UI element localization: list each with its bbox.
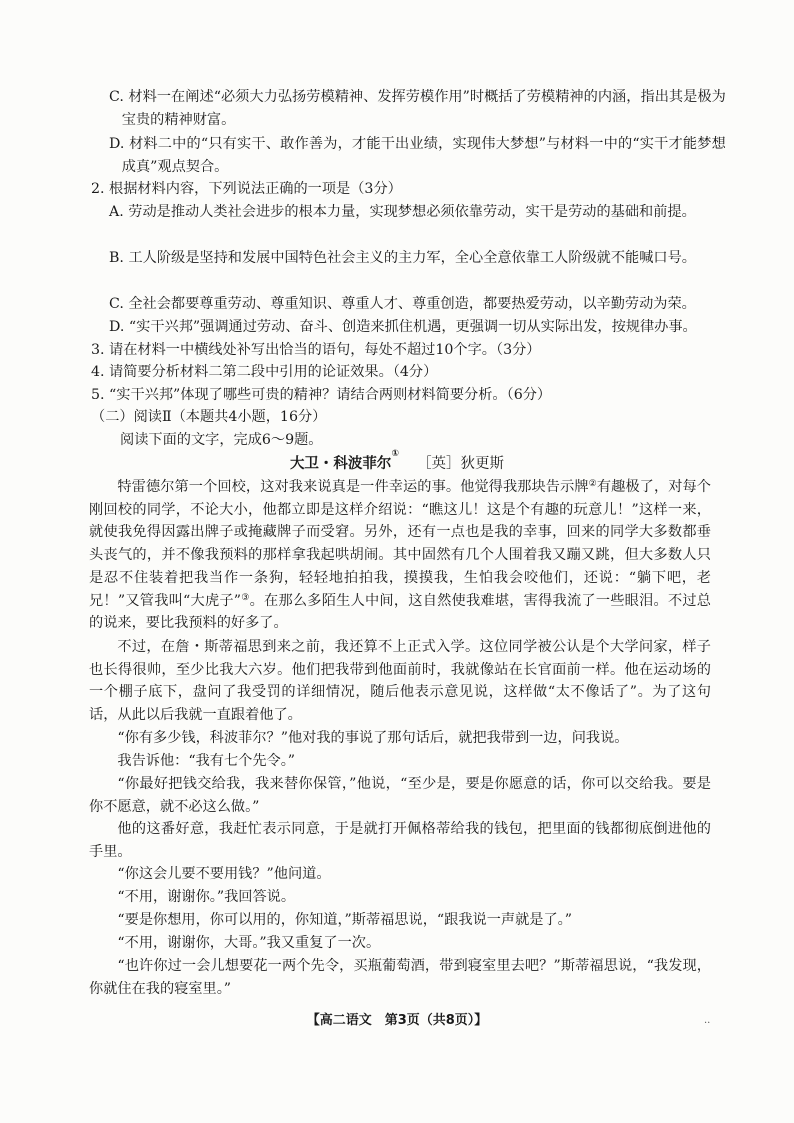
story-paragraph-1: 特雷德尔第一个回校，这对我来说真是一件幸运的事。他觉得我那块告示牌②有趣极了，对每个刚回校的同学，不论大小，他都立即是这样介绍说：“瞧这儿！这是个有趣的玩意儿！”这样一来，就使我免得因露出牌子或掩藏牌子而受窘。另外，还有一点也是我的幸事，回来的同学大多数都垂头丧气的，并不像我预料的那样拿我起哄胡闹。其中固然有几个人围着我又蹦又跳，但大多数人只是忍不住装着把我当作一条狗，轻轻地拍拍我，摸摸我，生怕我会咬他们，还说：“躺下吧，老兄！”又管我叫“大虎子”③。在那么多陌生人中间，这自然使我难堪，害得我流了一些眼泪。不过总的说来，要比我预料的好多了。	[89, 479, 711, 632]
page-footer: 【高二语文 第3页（共8页）】	[306, 1013, 488, 1028]
story-paragraph-6: 他的这番好意，我赶忙表示同意，于是就打开佩格蒂给我的钱包，把里面的钱都彻底倒进他的手里。	[89, 821, 711, 860]
story-paragraph-11: “也许你过一会儿想要花一两个先令，买瓶葡萄酒，带到寝室里去吧？”斯蒂福思说，“我发现，你就住在我的寝室里。”	[89, 958, 711, 997]
question-4: 4. 请简要分析材料二第二段中引用的论证效果。（4分）	[91, 364, 438, 380]
story-title: 大卫・科波菲尔	[289, 456, 392, 472]
q1-option-d: D. 材料二中的“只有实干、敢作善为，才能干出业绩，实现伟大梦想”与材料一中的“实干才能梦想成真”观点契合。	[109, 136, 726, 175]
story-paragraph-8: “不用，谢谢你。”我回答说。	[117, 889, 296, 905]
story-paragraph-10: “不用，谢谢你，大哥。”我又重复了一次。	[117, 935, 381, 951]
story-paragraph-3: “你有多少钱，科波菲尔？”他对我的事说了那句话后，就把我带到一边，问我说。	[117, 730, 629, 746]
footnote-mark-3: ③	[241, 592, 250, 603]
question-5: 5. “实干兴邦”体现了哪些可贵的精神？请结合两则材料简要分析。（6分）	[91, 387, 552, 403]
corner-mark: ..	[704, 1015, 711, 1026]
q2-option-d: D. “实干兴邦”强调通过劳动、奋斗、创造来抓住机遇，更强调一切从实际出发，按规律办事。	[109, 319, 697, 335]
story-paragraph-5: “你最好把钱交给我，我来替你保管，”他说，“至少是，要是你愿意的话，你可以交给我。要是你不愿意，就不必这么做。”	[89, 776, 711, 815]
story-paragraph-4: 我告诉他：“我有七个先令。”	[117, 753, 296, 769]
title-footnote-mark: ①	[391, 449, 400, 459]
q2-stem: 2. 根据材料内容，下列说法正确的一项是（3分）	[91, 181, 402, 197]
reading-instruction: 阅读下面的文字，完成6～9题。	[120, 432, 323, 448]
section-heading: （二）阅读Ⅱ（本题共4小题，16分）	[91, 409, 327, 425]
story-paragraph-9: “要是你想用，你可以用的，你知道，”斯蒂福思说，“跟我说一声就是了。”	[117, 912, 573, 928]
story-paragraph-2: 不过，在詹・斯蒂福思到来之前，我还算不上正式入学。这位同学被公认是个大学问家，样子也长得很帅，至少比我大六岁。他们把我带到他面前时，我就像站在长官面前一样。他在运动场的一个棚子底下，盘问了我受罚的详细情况，随后他表示意见说，这样做“太不像话了”。为了这句话，从此以后我就一直跟着他了。	[89, 639, 711, 724]
story-author: ［英］狄更斯	[417, 456, 505, 472]
q2-option-c: C. 全社会都要尊重劳动、尊重知识、尊重人才、尊重创造，都要热爱劳动，以辛勤劳动为荣。	[109, 296, 696, 312]
story-title-line	[0, 449, 794, 473]
footnote-mark-2: ②	[588, 479, 597, 489]
q2-option-b: B. 工人阶级是坚持和发展中国特色社会主义的主力军，全心全意依靠工人阶级就不能喊口号。	[109, 250, 696, 266]
story-paragraph-7: “你这会儿要不要用钱？”他问道。	[117, 866, 331, 882]
question-3: 3. 请在材料一中横线处补写出恰当的语句，每处不超过10个字。（3分）	[91, 342, 541, 358]
q2-option-a: A. 劳动是推动人类社会进步的根本力量，实现梦想必须依靠劳动，实干是劳动的基础和前提。	[109, 204, 696, 220]
q1-option-c: C. 材料一在阐述“必须大力弘扬劳模精神、发挥劳模作用”时概括了劳模精神的内涵，指出其是极为宝贵的精神财富。	[109, 89, 726, 128]
